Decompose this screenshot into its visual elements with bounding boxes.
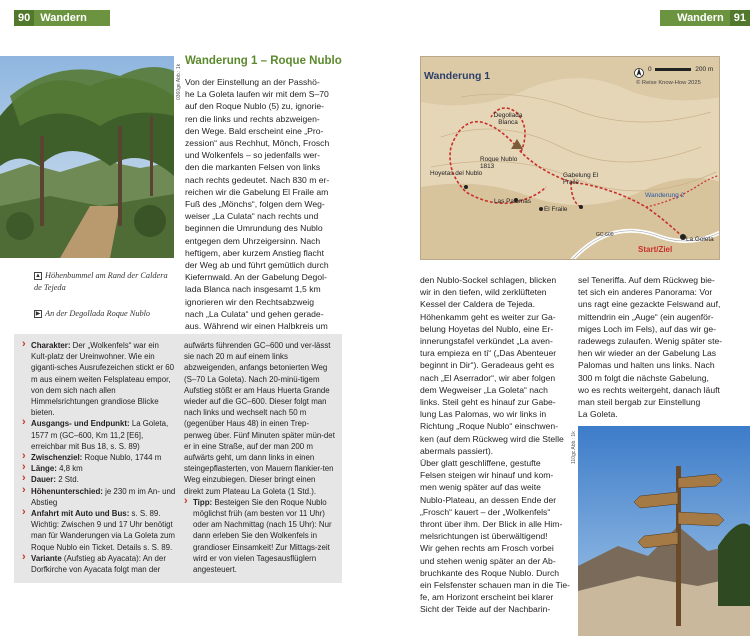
text-line: ein Felsfenster schauen man in die Tie- bbox=[420, 580, 570, 591]
right-page-header bbox=[660, 10, 750, 26]
info-tipp bbox=[184, 497, 336, 575]
text-line: ren die links und rechts abzweigen- bbox=[185, 113, 320, 124]
text-line: ignorieren wir den Rechtsabzweig bbox=[185, 296, 314, 307]
text-line: beginnen die Umrundung des Nublo bbox=[185, 223, 323, 234]
info-item-text: 2 Std. bbox=[56, 475, 79, 485]
info-item-label: Variante bbox=[31, 553, 62, 563]
tour-heading: Wanderung 1 – Roque Nublo bbox=[185, 55, 342, 67]
text-line: Richtung „Roque Nublo“ einschwen- bbox=[420, 421, 559, 432]
caption-up-icon: ▲ bbox=[35, 273, 41, 280]
info-tipp-text: Besteigen Sie den Roque Nublo möglichst früh (am besten vor 11 Uhr) oder am Nachmittag (nach 15 Uhr): Nur dann erleben Sie den Wolkenfels in grandioser Einsamkeit! Zur Mittags-zeit wird er von vielen Tagesausflüglern angesteuert. bbox=[193, 497, 332, 575]
text-line: ken (auf dem Rückweg wird die Stelle bbox=[420, 433, 564, 444]
tour-text-col2 bbox=[420, 274, 570, 616]
info-item bbox=[22, 340, 176, 418]
text-line: abermals passiert). bbox=[420, 445, 494, 456]
text-line: dem Wegweiser „La Goleta“ nach bbox=[420, 384, 548, 395]
caption-2-text: An der Degollada Roque Nublo bbox=[45, 309, 151, 318]
info-item-label: Ausgangs- und Endpunkt: bbox=[31, 419, 130, 429]
text-line: mittendrin ein „Auge“ (ein augenför- bbox=[578, 311, 714, 322]
text-line: lung Las Palomas, wo wir links in bbox=[420, 409, 547, 420]
text-line: man steil bergab zur Einstellung bbox=[578, 397, 701, 408]
text-line: den die markanten Felsen von links bbox=[185, 162, 321, 173]
text-line: thront über ihm. Der Blick in alle Him- bbox=[420, 519, 563, 530]
text-line: lada Blanca nach insgesamt 1,5 km bbox=[185, 284, 321, 295]
map-label-gabelung: Gabelung El Fraile bbox=[563, 172, 599, 186]
info-item bbox=[22, 553, 176, 575]
text-line: entgegen dem Uhrzeigersinn. Nach bbox=[185, 235, 321, 246]
text-line: men wenig später auf das weite bbox=[420, 482, 541, 493]
text-line: sel Teneriffa. Auf dem Rückweg bie- bbox=[578, 275, 715, 285]
text-line: links. Steil geht es hinauf zur Gabe- bbox=[420, 397, 556, 408]
right-chapter-title: Wandern bbox=[677, 12, 724, 24]
text-line: he La Goleta laufen wir mit dem S–70 bbox=[185, 89, 329, 100]
text-line: radewegs zulaufen. Wenig später ste- bbox=[578, 336, 723, 347]
info-item bbox=[22, 452, 176, 463]
text-line: den Wege. Bald erscheint eine „Pro- bbox=[185, 125, 324, 136]
map-label-palomas: Las Palomas bbox=[494, 198, 531, 205]
text-line: Fuß des „Mönchs“, folgen dem Weg- bbox=[185, 199, 325, 210]
info-item-label: Charakter: bbox=[31, 341, 71, 350]
photo1-credit: 0360ge Abb.: 1k bbox=[176, 63, 182, 100]
info-item-label: Höhenunterschied: bbox=[31, 486, 103, 496]
photo-pine-ridge bbox=[0, 56, 174, 258]
text-line: weiser „La Culata“ nach rechts und bbox=[185, 211, 319, 222]
text-line: und stehen wenig später an der Ab- bbox=[420, 555, 556, 566]
caption-1 bbox=[34, 270, 174, 294]
text-line: nach rechts gedeutet. Nach 830 m er- bbox=[185, 174, 330, 185]
info-item bbox=[22, 418, 176, 452]
info-item-text: 4,8 km bbox=[56, 464, 83, 474]
info-col2 bbox=[184, 340, 336, 575]
map-scale bbox=[648, 66, 713, 73]
info-item-text: La Goleta, 1577 m (GC–600, Km 11,2 [E6], erreichbar mit Bus 18, s. S. 89) bbox=[31, 419, 169, 451]
text-line: fe, am Horizont erscheint bei klarer bbox=[420, 592, 554, 603]
text-line: beginnt in Dir“). Geradeaus geht es bbox=[420, 360, 555, 371]
text-line: hen wir wieder an der Gabelung Las bbox=[578, 348, 717, 359]
north-arrow-icon bbox=[634, 66, 644, 78]
info-item bbox=[22, 463, 176, 474]
right-page-number: 91 bbox=[730, 10, 750, 26]
info-item bbox=[22, 508, 176, 553]
info-item bbox=[22, 474, 176, 485]
text-line: aus. Während wir einen Halbkreis um bbox=[185, 321, 328, 332]
text-line: 300 m folgt die nächste Gabelung, bbox=[578, 372, 709, 383]
text-line: Nublo-Plateau, an dessen Ende der bbox=[420, 494, 557, 505]
text-line: Von der Einstellung an der Passhö- bbox=[185, 77, 320, 87]
left-page-header bbox=[14, 10, 110, 26]
caption-right-icon: ▶ bbox=[35, 311, 41, 318]
map-label-roque: Roque Nublo 1813 bbox=[480, 156, 518, 170]
text-line: Sicht der Teide auf der Nachbarin- bbox=[420, 604, 551, 615]
text-line: bruchkante des Roque Nublo. Durch bbox=[420, 567, 560, 578]
text-line: Höhenkamm geht es weiter zur Ga- bbox=[420, 311, 556, 322]
map-copyright: © Reise Know-How 2025 bbox=[636, 80, 701, 86]
photo-signpost bbox=[578, 426, 750, 636]
scale-start: 0 bbox=[648, 66, 652, 73]
map-label-wanderung2: Wanderung 2 bbox=[645, 192, 685, 199]
text-line: Kessel der Caldera de Tejeda. bbox=[420, 299, 535, 310]
map-label-road: GC-600 bbox=[596, 232, 614, 238]
info-item-label: Länge: bbox=[31, 464, 57, 474]
text-line: tura empieza en ti“ („Das Abenteuer bbox=[420, 348, 557, 359]
caption-1-text: Höhenbummel am Rand der Caldera de Tejeda bbox=[34, 271, 168, 292]
info-item-text: je 230 m im An- und Abstieg bbox=[31, 486, 176, 507]
photo2-credit: 110gc Abb.: 1k bbox=[571, 431, 577, 464]
info-item-text: s. S. 89. Wichtig: Zwischen 9 und 17 Uhr benötigt man für Wanderungen via La Goleta zum Roque Nublo ein Ticket. Details s. S. 89. bbox=[31, 509, 176, 552]
map-label-degollada: Degollada Blanca bbox=[493, 112, 523, 126]
text-line: zession“ aus Rechhut, Mönch, Frosch bbox=[185, 138, 330, 149]
text-line: Über glatt geschliffene, gestufte bbox=[420, 458, 541, 469]
scale-bar bbox=[655, 68, 691, 71]
text-line: den Nublo-Sockel schlagen, blicken bbox=[420, 275, 557, 285]
info-item-label: Dauer: bbox=[31, 475, 56, 485]
info-variant-continuation: aufwärts führenden GC–600 und ver-lässt sie nach 20 m auf einem links abzweigenden, anfangs betonierten Weg (S–70 La Goleta). Nach 20-minü-tigem Aufstieg stößt er am Haus Huerta Grande wieder auf die GC–600. Dieser folgt man nach links und wechselt nach 50 m (gegenüber Haus 48) in einen Trep-penweg über. Fünf Minuten später mün-det er in eine Straße, auf der man 200 m aufwärts geht, um dann links in einen steingepflasterten, von Mauern flankier-ten Weg einzubiegen. Dieser bringt einen direkt zum Plateau La Goleta (1 Std.). bbox=[184, 341, 335, 496]
text-line: wo es rechts weitergeht, danach läuft bbox=[578, 384, 720, 395]
map-label-hoyetas: Hoyetas del Nublo bbox=[430, 170, 483, 177]
text-line: Felsen steigen wir hinauf und kom- bbox=[420, 470, 554, 481]
left-chapter-title: Wandern bbox=[40, 12, 87, 24]
info-box bbox=[14, 334, 342, 583]
text-line: und Wolkenfels – so jedenfalls wer- bbox=[185, 150, 321, 161]
text-line: „Frosch“ kauert – der „Wolkenfels“ bbox=[420, 506, 551, 517]
text-line: reichen wir die Gabelung El Fraile am bbox=[185, 186, 329, 197]
info-item-label: Anfahrt mit Auto und Bus: bbox=[31, 509, 130, 519]
text-line: Palomas und halten uns links. Nach bbox=[578, 360, 715, 371]
info-tipp-label: Tipp: bbox=[193, 497, 213, 507]
text-line: miges Loch im Fels), auf das wir ge- bbox=[578, 323, 717, 334]
info-item-text: Roque Nublo, 1744 m bbox=[82, 453, 162, 463]
text-line: innerungstafel verkündet „La aven- bbox=[420, 336, 553, 347]
text-line: Kiefernwald. An der Gabelung Degol- bbox=[185, 272, 327, 283]
text-line: heftigem, aber kurzem Anstieg flacht bbox=[185, 247, 325, 258]
scale-end: 200 m bbox=[695, 66, 714, 73]
map-label-start: Start/Ziel bbox=[638, 245, 673, 254]
route-map bbox=[420, 56, 720, 260]
text-line: nach „El Aserrador“, wir aber folgen bbox=[420, 372, 556, 383]
info-item bbox=[22, 486, 176, 508]
info-item-text: (Aufstieg ab Ayacata): An der Dorfkirche von Ayacata folgt man der bbox=[31, 553, 166, 575]
text-line: melsrichtungen ist überwältigend! bbox=[420, 531, 548, 542]
text-line: La Goleta. bbox=[578, 409, 618, 420]
text-line: belung Hoyetas del Nublo, eine Er- bbox=[420, 323, 554, 334]
text-line: uns ragt eine gezackte Felswand auf, bbox=[578, 299, 721, 310]
map-label-goleta: La Goleta bbox=[686, 236, 714, 243]
map-label-fraile: El Fraile bbox=[544, 206, 568, 213]
info-item-label: Zwischenziel: bbox=[31, 453, 83, 463]
left-page-number: 90 bbox=[14, 10, 34, 26]
tour-text-col1 bbox=[185, 76, 331, 332]
text-line: der Weg ab und führt gemütlich durch bbox=[185, 260, 329, 271]
map-title: Wanderung 1 bbox=[424, 70, 491, 82]
caption-2 bbox=[34, 308, 184, 320]
info-col1 bbox=[22, 340, 176, 575]
text-line: nach „La Culata“ und gehen gerade- bbox=[185, 308, 324, 319]
tour-text-col3 bbox=[578, 274, 724, 420]
text-line: wir in den tiefen, wild zerklüfteten bbox=[420, 287, 547, 298]
info-item-text: Der „Wolkenfels“ war ein Kult-platz der Ureinwohner. Wie ein giganti-sches Ausrufezeichen stickt er 60 m aus einem weiten Felsplateau empor, von dem sich nach allen Himmelsrichtungen grandiose Blicke bieten. bbox=[31, 341, 174, 418]
text-line: Wir gehen rechts am Frosch vorbei bbox=[420, 543, 554, 554]
text-line: auf den Roque Nublo (5) zu, ignorie- bbox=[185, 101, 325, 112]
text-line: tet sich ein anderes Panorama: Vor bbox=[578, 287, 713, 298]
